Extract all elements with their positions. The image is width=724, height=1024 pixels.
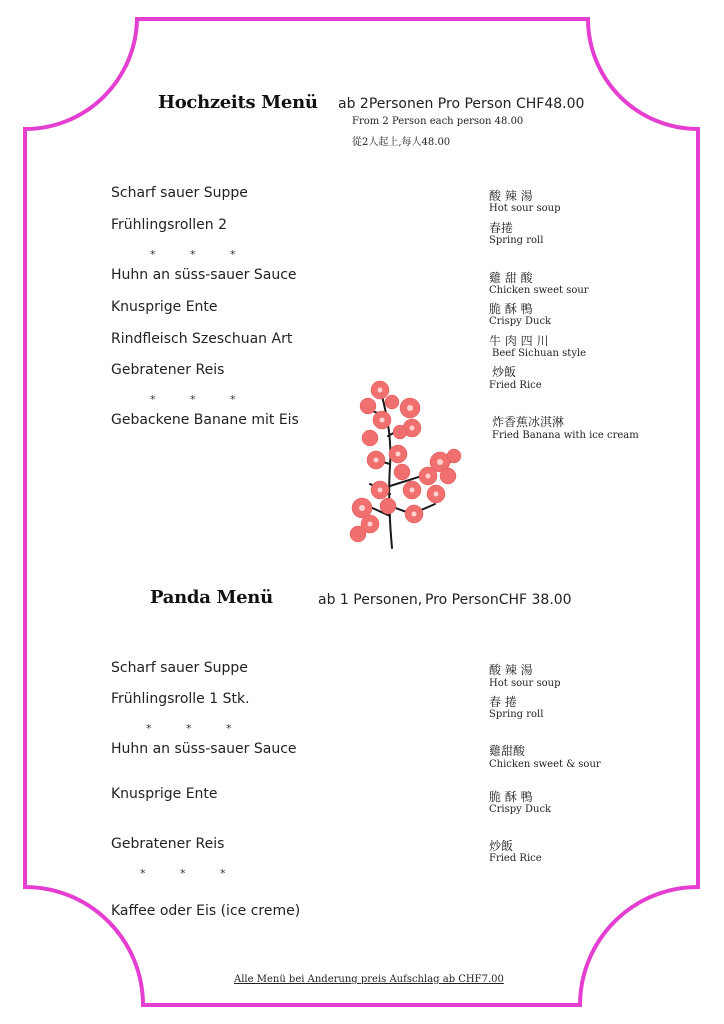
menu1-item-duck-cn: 脆 酥 鴨 xyxy=(489,302,533,316)
menu1-item-soup: Scharf sauer Suppe xyxy=(111,185,248,201)
menu1-item-beef: Rindfleisch Szeschuan Art xyxy=(111,331,293,347)
menu1-item-duck-en: Crispy Duck xyxy=(489,316,552,327)
menu2-item-soup: Scharf sauer Suppe xyxy=(111,660,248,676)
menu2-item-springroll-en: Spring roll xyxy=(489,709,544,720)
menu1-price-en: From 2 Person each person 48.00 xyxy=(352,116,524,127)
menu2-item-chicken-en: Chicken sweet & sour xyxy=(489,759,601,770)
menu1-separator-1: * * * xyxy=(150,248,236,261)
menu2-item-rice: Gebratener Reis xyxy=(111,836,225,852)
menu2-item-duck-cn: 脆 酥 鴨 xyxy=(489,790,533,804)
menu2-separator-1: * * * xyxy=(146,722,232,735)
menu1-item-chicken-cn: 雞 甜 酸 xyxy=(489,271,533,285)
menu2-item-rice-en: Fried Rice xyxy=(489,853,542,864)
menu2-item-chicken: Huhn an süss-sauer Sauce xyxy=(111,741,297,757)
menu1-item-dessert: Gebackene Banane mit Eis xyxy=(111,412,299,428)
menu1-item-soup-cn: 酸 辣 湯 xyxy=(489,189,533,203)
menu2-item-rice-cn: 炒飯 xyxy=(489,839,514,853)
menu1-item-chicken-en: Chicken sweet sour xyxy=(489,285,589,296)
menu1-item-springroll: Frühlingsrollen 2 xyxy=(111,217,228,233)
menu2-title: Panda Menü xyxy=(150,587,273,608)
menu1-item-soup-en: Hot sour soup xyxy=(489,203,561,214)
menu1-item-springroll-en: Spring roll xyxy=(489,235,544,246)
cherry-blossom-illustration xyxy=(340,376,465,554)
menu2-persons: ab 1 Personen, xyxy=(318,592,423,608)
menu2-item-springroll: Frühlingsrolle 1 Stk. xyxy=(111,691,250,707)
menu1-separator-2: * * * xyxy=(150,393,236,406)
menu2-item-soup-cn: 酸 辣 湯 xyxy=(489,663,533,677)
menu2-item-chicken-cn: 雞甜酸 xyxy=(489,744,526,758)
menu2-price: Pro PersonCHF 38.00 xyxy=(425,592,572,608)
menu2-separator-2: * * * xyxy=(140,867,226,880)
menu2-item-dessert: Kaffee oder Eis (ice creme) xyxy=(111,903,301,919)
menu1-price-cn: 從2人起上,每人48.00 xyxy=(352,137,451,148)
menu1-item-beef-en: Beef Sichuan style xyxy=(492,348,587,359)
menu1-item-springroll-cn: 春捲 xyxy=(489,221,514,235)
menu2-item-soup-en: Hot sour soup xyxy=(489,678,561,689)
menu2-item-duck-en: Crispy Duck xyxy=(489,804,552,815)
menu1-item-rice: Gebratener Reis xyxy=(111,362,225,378)
menu1-price: ab 2Personen Pro Person CHF48.00 xyxy=(338,96,585,112)
menu1-item-dessert-cn: 炸香蕉冰淇淋 xyxy=(492,415,565,429)
menu1-title: Hochzeits Menü xyxy=(158,92,318,113)
menu2-item-springroll-cn: 春 捲 xyxy=(489,695,517,709)
menu2-item-duck: Knusprige Ente xyxy=(111,786,218,802)
menu1-item-chicken: Huhn an süss-sauer Sauce xyxy=(111,267,297,283)
menu1-item-rice-en: Fried Rice xyxy=(489,380,542,391)
surcharge-note: Alle Menü bei Anderung preis Aufschlag ab CHF7.00 xyxy=(234,974,504,985)
menu1-item-beef-cn: 牛 肉 四 川 xyxy=(489,334,549,348)
menu1-item-rice-cn: 炒飯 xyxy=(492,365,517,379)
menu1-item-duck: Knusprige Ente xyxy=(111,299,218,315)
menu1-item-dessert-en: Fried Banana with ice cream xyxy=(492,430,639,441)
